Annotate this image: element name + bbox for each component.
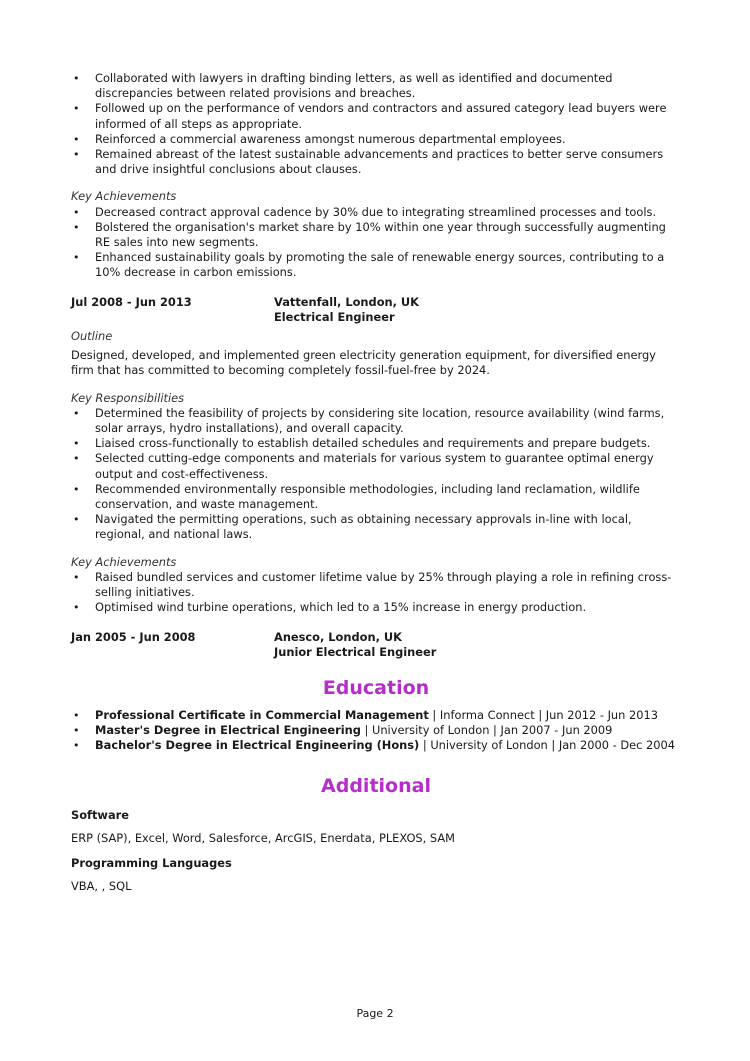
list-item: • Raised bundled services and customer lifetime value by 25% through playing a role in refining cross-selling initiatives. — [71, 570, 681, 600]
education-list — [71, 708, 681, 754]
job-company: Anesco, London, UK — [274, 629, 402, 644]
software-value: ERP (SAP), Excel, Word, Salesforce, ArcGIS, Enerdata, PLEXOS, SAM — [71, 830, 455, 845]
list-item: • Determined the feasibility of projects by considering site location, resource availability (wind farms, solar arrays, hydro installations), and overall capacity. — [71, 406, 681, 436]
job-dates: Jul 2008 - Jun 2013 — [71, 294, 192, 309]
list-item: • Recommended environmentally responsible methodologies, including land reclamation, wildlife conservation, and waste management. — [71, 482, 681, 512]
list-item: • Selected cutting-edge components and materials for various system to guarantee optimal energy output and cost-effectiveness. — [71, 451, 681, 481]
page-number: Page 2 — [356, 1007, 394, 1020]
list-item: • Bolstered the organisation's market share by 10% within one year through successfully augmenting RE sales into new segments. — [71, 220, 681, 250]
job-company: Vattenfall, London, UK — [274, 294, 419, 309]
subheading-key-achievements: Key Achievements — [71, 189, 177, 204]
list-item: • Followed up on the performance of vendors and contractors and assured category lead buyers were informed of all steps as appropriate. — [71, 101, 681, 131]
list-item: • Enhanced sustainability goals by promoting the sale of renewable energy sources, contributing to a 10% decrease in carbon emissions. — [71, 250, 681, 280]
degree-details: | University of London | Jan 2007 - Jun 2009 — [360, 723, 613, 738]
list-item — [71, 708, 681, 723]
prior-achievements-list — [71, 205, 681, 281]
job-header-vattenfall — [71, 295, 681, 325]
job-info — [274, 630, 436, 660]
degree-name: Master's Degree in Electrical Engineering — [95, 723, 361, 738]
degree-name: Professional Certificate in Commercial Management — [95, 707, 429, 722]
degree-details: | University of London | Jan 2000 - Dec 2004 — [419, 738, 676, 753]
degree-name: Bachelor's Degree in Electrical Engineering (Hons) — [95, 738, 420, 753]
section-heading-additional: Additional — [321, 774, 431, 797]
vattenfall-responsibilities-list — [71, 406, 681, 543]
vattenfall-achievements-list — [71, 570, 681, 616]
subheading-key-responsibilities: Key Responsibilities — [71, 390, 185, 405]
list-item: • Navigated the permitting operations, such as obtaining necessary approvals in-line with local, regional, and national laws. — [71, 512, 681, 542]
list-item: • Reinforced a commercial awareness amongst numerous departmental employees. — [71, 132, 681, 147]
resume-page-2 — [71, 71, 681, 894]
programming-languages-label: Programming Languages — [71, 855, 232, 870]
section-heading-education: Education — [322, 676, 430, 699]
list-item: • Remained abreast of the latest sustainable advancements and practices to better serve consumers and drive insightful conclusions about clauses. — [71, 147, 681, 177]
list-item: • Optimised wind turbine operations, which led to a 15% increase in energy production. — [71, 600, 681, 615]
list-item: • Liaised cross-functionally to establish detailed schedules and requirements and prepare budgets. — [71, 436, 681, 451]
list-item: • Collaborated with lawyers in drafting binding letters, as well as identified and documented discrepancies between related provisions and breaches. — [71, 71, 681, 101]
list-item — [71, 738, 681, 753]
degree-details: | Informa Connect | Jun 2012 - Jun 2013 — [428, 707, 658, 722]
job-title: Junior Electrical Engineer — [274, 644, 437, 659]
subheading-key-achievements: Key Achievements — [71, 554, 177, 569]
list-item — [71, 723, 681, 738]
list-item: • Decreased contract approval cadence by 30% due to integrating streamlined processes and tools. — [71, 205, 681, 220]
job-info — [274, 295, 419, 325]
software-label: Software — [71, 807, 129, 822]
job-outline: Designed, developed, and implemented green electricity generation equipment, for diversified energy firm that has committed to becoming completely fossil-fuel-free by 2024. — [71, 348, 656, 378]
job-header-anesco — [71, 630, 681, 660]
job-dates: Jan 2005 - Jun 2008 — [71, 629, 196, 644]
programming-languages-value: VBA, , SQL — [71, 879, 132, 894]
prior-responsibilities-list — [71, 71, 681, 177]
job-title: Electrical Engineer — [274, 309, 395, 324]
subheading-outline: Outline — [71, 329, 113, 344]
